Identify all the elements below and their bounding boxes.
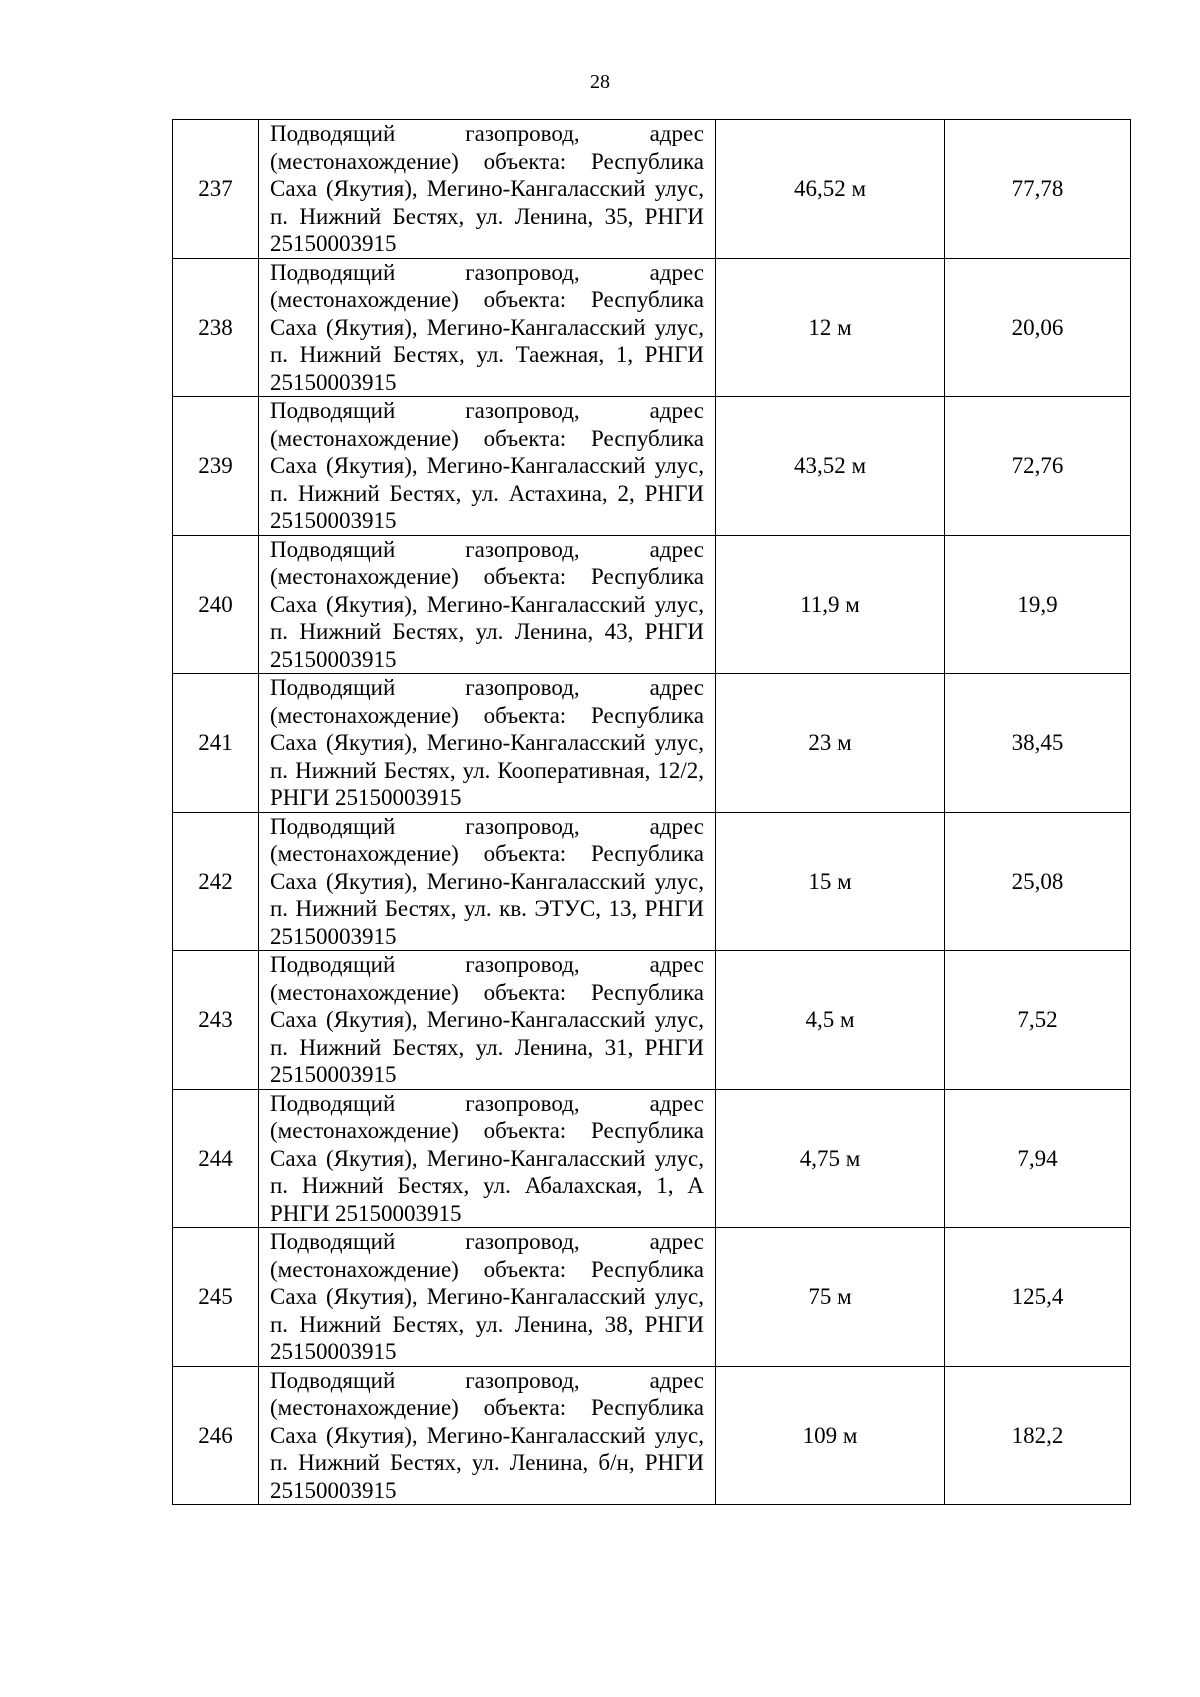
row-number-cell: 240 [173,535,259,674]
object-description: Подводящий газопровод, адрес (местонахождение) объекта: Республика Саха (Якутия), Мегино-Кангаласский улус, п. Нижний Бестях, ул. Ленина, 35, РНГИ 25150003915 [270,121,704,256]
length-cell: 23 м [716,674,945,813]
object-description-cell [259,397,716,536]
value-cell: 7,52 [945,951,1131,1090]
row-number-cell: 244 [173,1089,259,1228]
value-cell: 20,06 [945,258,1131,397]
row-number-cell: 246 [173,1366,259,1505]
value-cell: 182,2 [945,1366,1131,1505]
object-description-cell [259,1366,716,1505]
length-cell: 4,75 м [716,1089,945,1228]
row-number-cell: 239 [173,397,259,536]
page-number: 28 [590,71,610,93]
length-cell: 109 м [716,1366,945,1505]
row-number-cell: 243 [173,951,259,1090]
object-description: Подводящий газопровод, адрес (местонахождение) объекта: Республика Саха (Якутия), Мегино-Кангаласский улус, п. Нижний Бестях, ул. Абалахская, 1, А РНГИ 25150003915 [270,1090,704,1226]
table-row [173,812,1131,951]
object-description: Подводящий газопровод, адрес (местонахождение) объекта: Республика Саха (Якутия), Мегино-Кангаласский улус, п. Нижний Бестях, ул. Таежная, 1, РНГИ 25150003915 [270,259,704,395]
object-description: Подводящий газопровод, адрес (местонахождение) объекта: Республика Саха (Якутия), Мегино-Кангаласский улус, п. Нижний Бестях, ул. Кооперативная, 12/2, РНГИ 25150003915 [270,675,704,810]
object-description-cell [259,674,716,813]
object-description: Подводящий газопровод, адрес (местонахождение) объекта: Республика Саха (Якутия), Мегино-Кангаласский улус, п. Нижний Бестях, ул. Ленина, 38, РНГИ 25150003915 [270,1229,704,1364]
table-row [173,258,1131,397]
object-description: Подводящий газопровод, адрес (местонахождение) объекта: Республика Саха (Якутия), Мегино-Кангаласский улус, п. Нижний Бестях, ул. Ленина, 43, РНГИ 25150003915 [270,536,704,672]
registry-table-body [173,120,1131,1505]
table-row [173,951,1131,1090]
table-row [173,397,1131,536]
table-row [173,1089,1131,1228]
length-cell: 15 м [716,812,945,951]
value-cell: 19,9 [945,535,1131,674]
value-cell: 125,4 [945,1228,1131,1367]
table-row [173,674,1131,813]
object-description-cell [259,1089,716,1228]
object-description: Подводящий газопровод, адрес (местонахождение) объекта: Республика Саха (Якутия), Мегино-Кангаласский улус, п. Нижний Бестях, ул. Астахина, 2, РНГИ 25150003915 [270,398,704,533]
value-cell: 72,76 [945,397,1131,536]
table-row [173,535,1131,674]
length-cell: 12 м [716,258,945,397]
value-cell: 38,45 [945,674,1131,813]
length-cell: 4,5 м [716,951,945,1090]
length-cell: 11,9 м [716,535,945,674]
object-description-cell [259,120,716,259]
length-cell: 46,52 м [716,120,945,259]
table-row [173,1228,1131,1367]
object-description-cell [259,258,716,397]
object-description-cell [259,1228,716,1367]
length-cell: 75 м [716,1228,945,1367]
value-cell: 7,94 [945,1089,1131,1228]
object-description: Подводящий газопровод, адрес (местонахождение) объекта: Республика Саха (Якутия), Мегино-Кангаласский улус, п. Нижний Бестях, ул. Ленина, 31, РНГИ 25150003915 [270,952,704,1087]
table-row [173,1366,1131,1505]
object-description: Подводящий газопровод, адрес (местонахождение) объекта: Республика Саха (Якутия), Мегино-Кангаласский улус, п. Нижний Бестях, ул. Ленина, б/н, РНГИ 25150003915 [270,1367,704,1503]
object-description-cell [259,951,716,1090]
registry-table [172,119,1131,1505]
value-cell: 25,08 [945,812,1131,951]
object-description-cell [259,812,716,951]
object-description: Подводящий газопровод, адрес (местонахождение) объекта: Республика Саха (Якутия), Мегино-Кангаласский улус, п. Нижний Бестях, ул. кв. ЭТУС, 13, РНГИ 25150003915 [270,813,704,949]
row-number-cell: 241 [173,674,259,813]
row-number-cell: 238 [173,258,259,397]
object-description-cell [259,535,716,674]
row-number-cell: 242 [173,812,259,951]
length-cell: 43,52 м [716,397,945,536]
table-row [173,120,1131,259]
row-number-cell: 245 [173,1228,259,1367]
value-cell: 77,78 [945,120,1131,259]
row-number-cell: 237 [173,120,259,259]
